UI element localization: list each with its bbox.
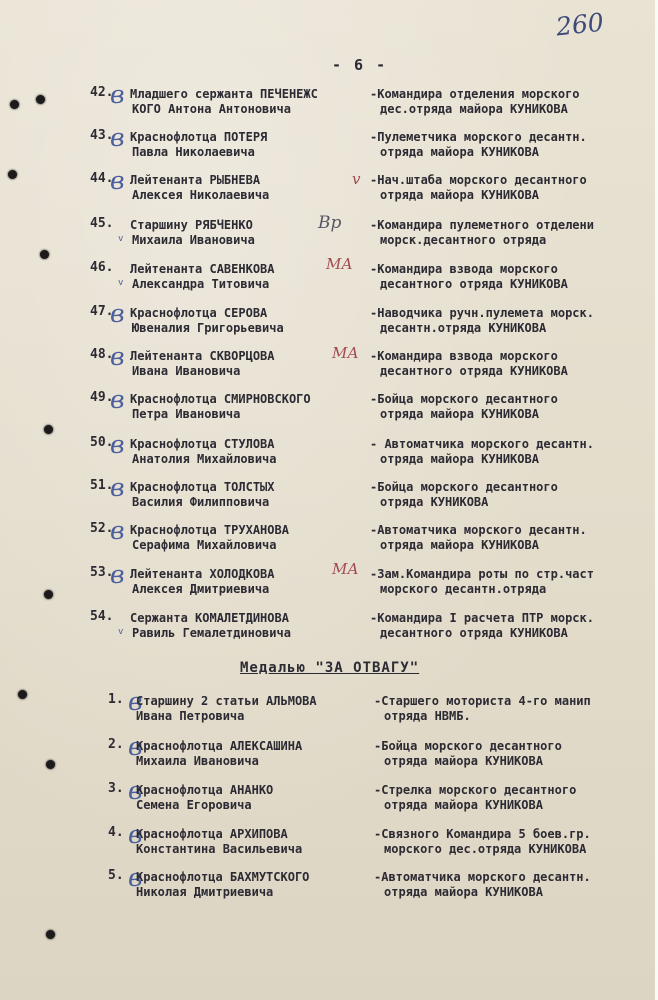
entry-position: -Связного Командира 5 боев.гр. xyxy=(374,827,591,841)
entry-position: -Зам.Командира роты по стр.част xyxy=(370,567,594,581)
punch-hole xyxy=(46,930,55,939)
entry-rank-surname: Краснофлотца СЕРОВА xyxy=(130,306,268,320)
entry-position: -Автоматчика морского десантн. xyxy=(374,870,591,884)
handwritten-tick: в xyxy=(110,299,125,328)
award-entry xyxy=(90,255,658,301)
entry-position: -Бойца морского десантного xyxy=(370,480,558,494)
award-entry xyxy=(90,123,658,169)
entry-number: 48. xyxy=(90,347,114,362)
punch-hole xyxy=(44,590,53,599)
award-entry xyxy=(90,473,658,519)
award-entry xyxy=(90,213,658,257)
award-entry xyxy=(108,820,658,866)
handwritten-tick: в xyxy=(110,342,125,371)
red-pencil-initials: МА xyxy=(332,560,359,578)
handwritten-tick: в xyxy=(110,123,125,152)
entry-rank-surname: Сержанта КОМАЛЕТДИНОВА xyxy=(130,611,289,625)
check-mark: v xyxy=(118,278,124,288)
entry-rank-surname: Краснофлотца ПОТЕРЯ xyxy=(130,130,268,144)
entry-unit: морского дес.отряда КУНИКОВА xyxy=(384,842,587,856)
entry-unit: десантного отряда КУНИКОВА xyxy=(380,626,568,640)
entry-position: -Бойца морского десантного xyxy=(370,392,558,406)
entry-rank-surname: Краснофлотца АРХИПОВА xyxy=(136,827,288,841)
entry-rank-surname: Краснофлотца ТОЛСТЫХ xyxy=(130,480,275,494)
entry-given-names: Александра Титовича xyxy=(132,277,270,291)
entry-rank-surname: Старшину 2 статьи АЛЬМОВА xyxy=(136,694,317,708)
entry-number: 42. xyxy=(90,85,114,100)
handwritten-tick: в xyxy=(128,732,143,761)
entry-position: -Пулеметчика морского десантн. xyxy=(370,130,587,144)
entry-position: -Командира взвода морского xyxy=(370,349,558,363)
red-pencil-initials: МА xyxy=(326,255,353,273)
entry-unit: отряда майора КУНИКОВА xyxy=(380,145,539,159)
entry-rank-surname: Лейтенанта СКВОРЦОВА xyxy=(130,349,275,363)
entry-unit: отряда майора КУНИКОВА xyxy=(380,407,539,421)
entry-unit: десантного отряда КУНИКОВА xyxy=(380,277,568,291)
entry-unit: отряда майора КУНИКОВА xyxy=(380,188,539,202)
entry-rank-surname: Краснофлотца СМИРНОВСКОГО xyxy=(130,392,311,406)
award-entry xyxy=(90,385,658,431)
entry-number: 51. xyxy=(90,478,114,493)
handwritten-tick: в xyxy=(128,687,143,716)
entry-unit: дес.отряда майора КУНИКОВА xyxy=(380,102,568,116)
entry-unit: десантного отряда КУНИКОВА xyxy=(380,364,568,378)
entry-rank-surname: Старшину РЯБЧЕНКО xyxy=(130,218,253,232)
entry-number: 44. xyxy=(90,171,114,186)
handwritten-tick: в xyxy=(110,80,125,109)
entry-number: 2. xyxy=(108,737,124,752)
entry-given-names: Павла Николаевича xyxy=(132,145,255,159)
entry-number: 1. xyxy=(108,692,124,707)
medal-section-heading: Медалью "ЗА ОТВАГУ" xyxy=(240,660,420,676)
entry-number: 54. xyxy=(90,609,114,624)
entry-rank-surname: Краснофлотца ТРУХАНОВА xyxy=(130,523,289,537)
entry-given-names: Николая Дмитриевича xyxy=(136,885,274,899)
entry-unit: отряда майора КУНИКОВА xyxy=(380,538,539,552)
red-pencil-mark: v xyxy=(352,170,361,188)
entry-number: 47. xyxy=(90,304,114,319)
entry-rank-surname: Краснофлотца БАХМУТСКОГО xyxy=(136,870,310,884)
entry-given-names: Анатолия Михайловича xyxy=(132,452,277,466)
punch-hole xyxy=(36,95,45,104)
entry-unit: отряда майора КУНИКОВА xyxy=(380,452,539,466)
handwritten-tick: в xyxy=(110,560,125,589)
entry-position: -Наводчика ручн.пулемета морск. xyxy=(370,306,594,320)
award-entry xyxy=(90,299,658,345)
handwritten-tick: в xyxy=(110,516,125,545)
entry-position: - Автоматчика морского десантн. xyxy=(370,437,594,451)
archive-page-number: 260 xyxy=(554,7,606,42)
entry-position: -Командира I расчета ПТР морск. xyxy=(370,611,594,625)
entry-rank-surname: Краснофлотца СТУЛОВА xyxy=(130,437,275,451)
entry-given-names: Ивана Петровича xyxy=(136,709,245,723)
punch-hole xyxy=(18,690,27,699)
award-entry xyxy=(108,732,658,778)
punch-hole xyxy=(46,760,55,769)
entry-unit: отряда КУНИКОВА xyxy=(380,495,489,509)
entry-number: 4. xyxy=(108,825,124,840)
entry-given-names: Петра Ивановича xyxy=(132,407,241,421)
entry-given-names: Василия Филипповича xyxy=(132,495,270,509)
red-pencil-initials: МА xyxy=(332,344,359,362)
entry-given-names: Ювеналия Григорьевича xyxy=(132,321,284,335)
check-mark: v xyxy=(118,234,124,244)
entry-unit: отряда майора КУНИКОВА xyxy=(384,885,543,899)
entry-position: -Бойца морского десантного xyxy=(374,739,562,753)
punch-hole xyxy=(40,250,49,259)
entry-rank-surname: Краснофлотца АЛЕКСАШИНА xyxy=(136,739,303,753)
entry-rank-surname: Младшего сержанта ПЕЧЕНЕЖС xyxy=(130,87,318,101)
entry-unit: морского десантн.отряда xyxy=(380,582,547,596)
entry-unit: отряда НВМБ. xyxy=(384,709,471,723)
award-entry xyxy=(108,776,658,822)
punch-hole xyxy=(10,100,19,109)
handwritten-tick: в xyxy=(128,863,143,892)
entry-given-names: Константина Васильевича xyxy=(136,842,303,856)
entry-number: 5. xyxy=(108,868,124,883)
entry-unit: десантн.отряда КУНИКОВА xyxy=(380,321,547,335)
page-number: - 6 - xyxy=(332,56,388,74)
entry-rank-surname: Краснофлотца АНАНКО xyxy=(136,783,274,797)
handwritten-tick: в xyxy=(110,166,125,195)
entry-given-names: Серафима Михайловича xyxy=(132,538,277,552)
entry-given-names: Равиль Гемалетдиновича xyxy=(132,626,291,640)
entry-number: 3. xyxy=(108,781,124,796)
award-entry xyxy=(90,80,658,126)
entry-rank-surname: Лейтенанта РЫБНЕВА xyxy=(130,173,261,187)
punch-hole xyxy=(44,425,53,434)
entry-given-names: Михаила Ивановича xyxy=(136,754,259,768)
award-entry xyxy=(108,687,658,733)
entry-position: -Автоматчика морского десантн. xyxy=(370,523,587,537)
entry-given-names: Михаила Ивановича xyxy=(132,233,255,247)
handwritten-tick: в xyxy=(128,776,143,805)
entry-position: -Командира взвода морского xyxy=(370,262,558,276)
entry-given-names: Алексея Николаевича xyxy=(132,188,270,202)
handwritten-annotation: Вр xyxy=(318,213,342,233)
award-entry xyxy=(90,516,658,562)
entry-position: -Командира пулеметного отделени xyxy=(370,218,594,232)
entry-number: 43. xyxy=(90,128,114,143)
entry-position: -Нач.штаба морского десантного xyxy=(370,173,587,187)
entry-unit: морск.десантного отряда xyxy=(380,233,547,247)
award-entry xyxy=(90,166,658,212)
award-entry xyxy=(90,430,658,476)
award-entry xyxy=(90,342,658,388)
entry-given-names: КОГО Антона Антоновича xyxy=(132,102,291,116)
entry-number: 46. xyxy=(90,260,114,275)
handwritten-tick: в xyxy=(110,385,125,414)
entry-unit: отряда майора КУНИКОВА xyxy=(384,754,543,768)
entry-given-names: Алексея Дмитриевича xyxy=(132,582,270,596)
handwritten-tick: в xyxy=(110,473,125,502)
entry-number: 49. xyxy=(90,390,114,405)
award-entry xyxy=(90,560,658,606)
entry-number: 52. xyxy=(90,521,114,536)
entry-rank-surname: Лейтенанта ХОЛОДКОВА xyxy=(130,567,275,581)
entry-given-names: Семена Егоровича xyxy=(136,798,252,812)
award-entry xyxy=(108,863,658,909)
entry-position: -Командира отделения морского xyxy=(370,87,580,101)
entry-number: 50. xyxy=(90,435,114,450)
award-entry xyxy=(90,610,658,650)
punch-hole xyxy=(8,170,17,179)
entry-given-names: Ивана Ивановича xyxy=(132,364,241,378)
handwritten-tick: в xyxy=(128,820,143,849)
entry-position: -Старшего моториста 4-го манип xyxy=(374,694,591,708)
entry-number: 45. xyxy=(90,216,114,231)
entry-number: 53. xyxy=(90,565,114,580)
check-mark: v xyxy=(118,627,124,637)
entry-position: -Стрелка морского десантного xyxy=(374,783,577,797)
entry-rank-surname: Лейтенанта САВЕНКОВА xyxy=(130,262,275,276)
entry-unit: отряда майора КУНИКОВА xyxy=(384,798,543,812)
handwritten-tick: в xyxy=(110,430,125,459)
